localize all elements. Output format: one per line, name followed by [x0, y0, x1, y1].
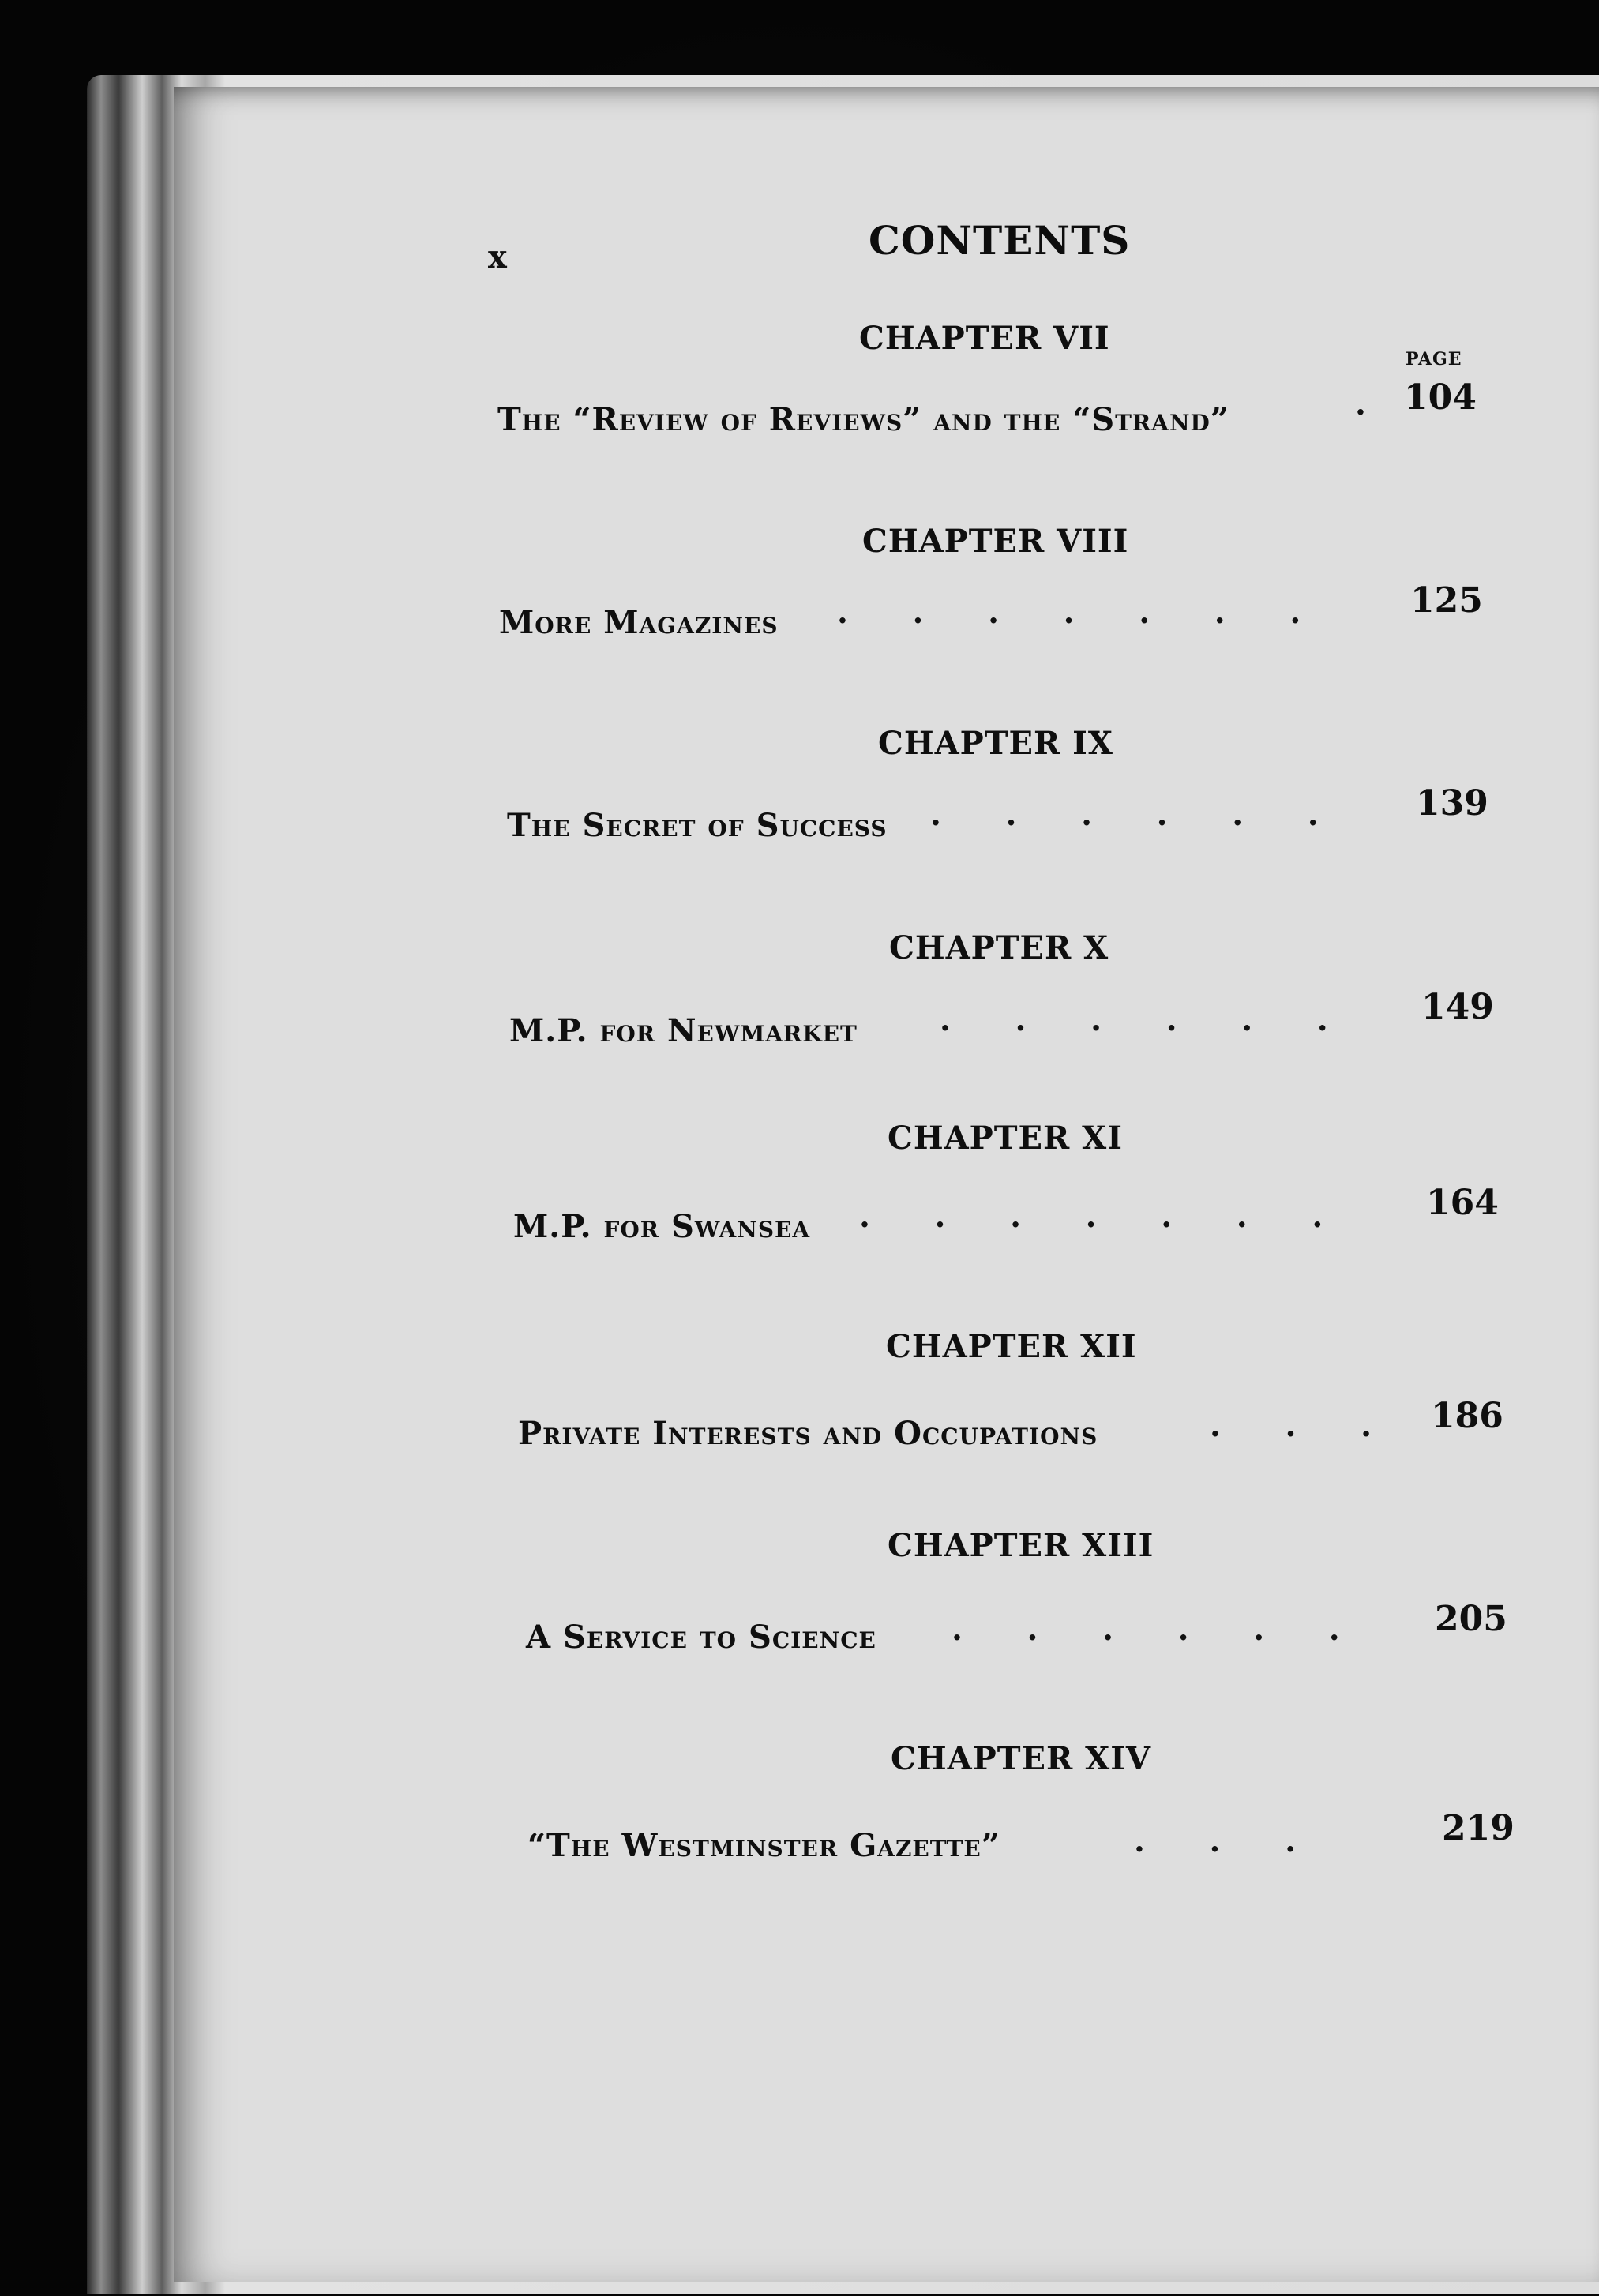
toc-entry-title: M.P. for Newmarket: [509, 1012, 858, 1049]
toc-page-number: 205: [1435, 1599, 1507, 1639]
dot-leader: . . .: [1210, 1407, 1374, 1444]
toc-page-number: 149: [1421, 987, 1494, 1027]
toc-entry-title: “The Westminster Gazette”: [527, 1827, 1000, 1864]
toc-page-number: 164: [1426, 1183, 1499, 1223]
toc-entry-title: More Magazines: [499, 604, 779, 641]
chapter-heading: CHAPTER VII: [859, 320, 1110, 357]
chapter-heading: CHAPTER IX: [878, 725, 1113, 762]
dot-leader: .: [1355, 385, 1368, 422]
page-column-label: PAGE: [1406, 349, 1462, 370]
chapter-heading: CHAPTER XIII: [888, 1527, 1154, 1564]
dot-leader: . . . . . .: [952, 1611, 1342, 1648]
toc-entry-title: A Service to Science: [526, 1619, 876, 1656]
dot-leader: . . . . . .: [930, 796, 1320, 833]
dot-leader: . . . . . . .: [859, 1198, 1325, 1235]
toc-entry-title: Private Interests and Occupations: [518, 1415, 1098, 1452]
dot-leader: . . . . . . .: [837, 594, 1303, 631]
toc-page-number: 139: [1416, 783, 1488, 823]
dot-leader: . . .: [1134, 1822, 1298, 1859]
toc-page-number: 219: [1442, 1808, 1515, 1848]
toc-entry-title: The “Review of Reviews” and the “Strand”: [497, 401, 1229, 438]
toc-entry-title: The Secret of Success: [507, 807, 888, 844]
toc-entry-title: M.P. for Swansea: [513, 1208, 811, 1245]
toc-page-number: 125: [1410, 580, 1483, 621]
contents-heading: CONTENTS: [869, 217, 1131, 264]
page-number: x: [488, 238, 507, 276]
chapter-heading: CHAPTER XII: [886, 1328, 1137, 1365]
chapter-heading: CHAPTER X: [889, 929, 1109, 966]
dot-leader: . . . . . .: [940, 1001, 1330, 1038]
chapter-heading: CHAPTER XI: [888, 1120, 1123, 1157]
toc-page-number: 104: [1404, 377, 1477, 418]
toc-page-number: 186: [1431, 1396, 1503, 1436]
chapter-heading: CHAPTER VIII: [862, 523, 1129, 560]
chapter-heading: CHAPTER XIV: [891, 1740, 1151, 1777]
